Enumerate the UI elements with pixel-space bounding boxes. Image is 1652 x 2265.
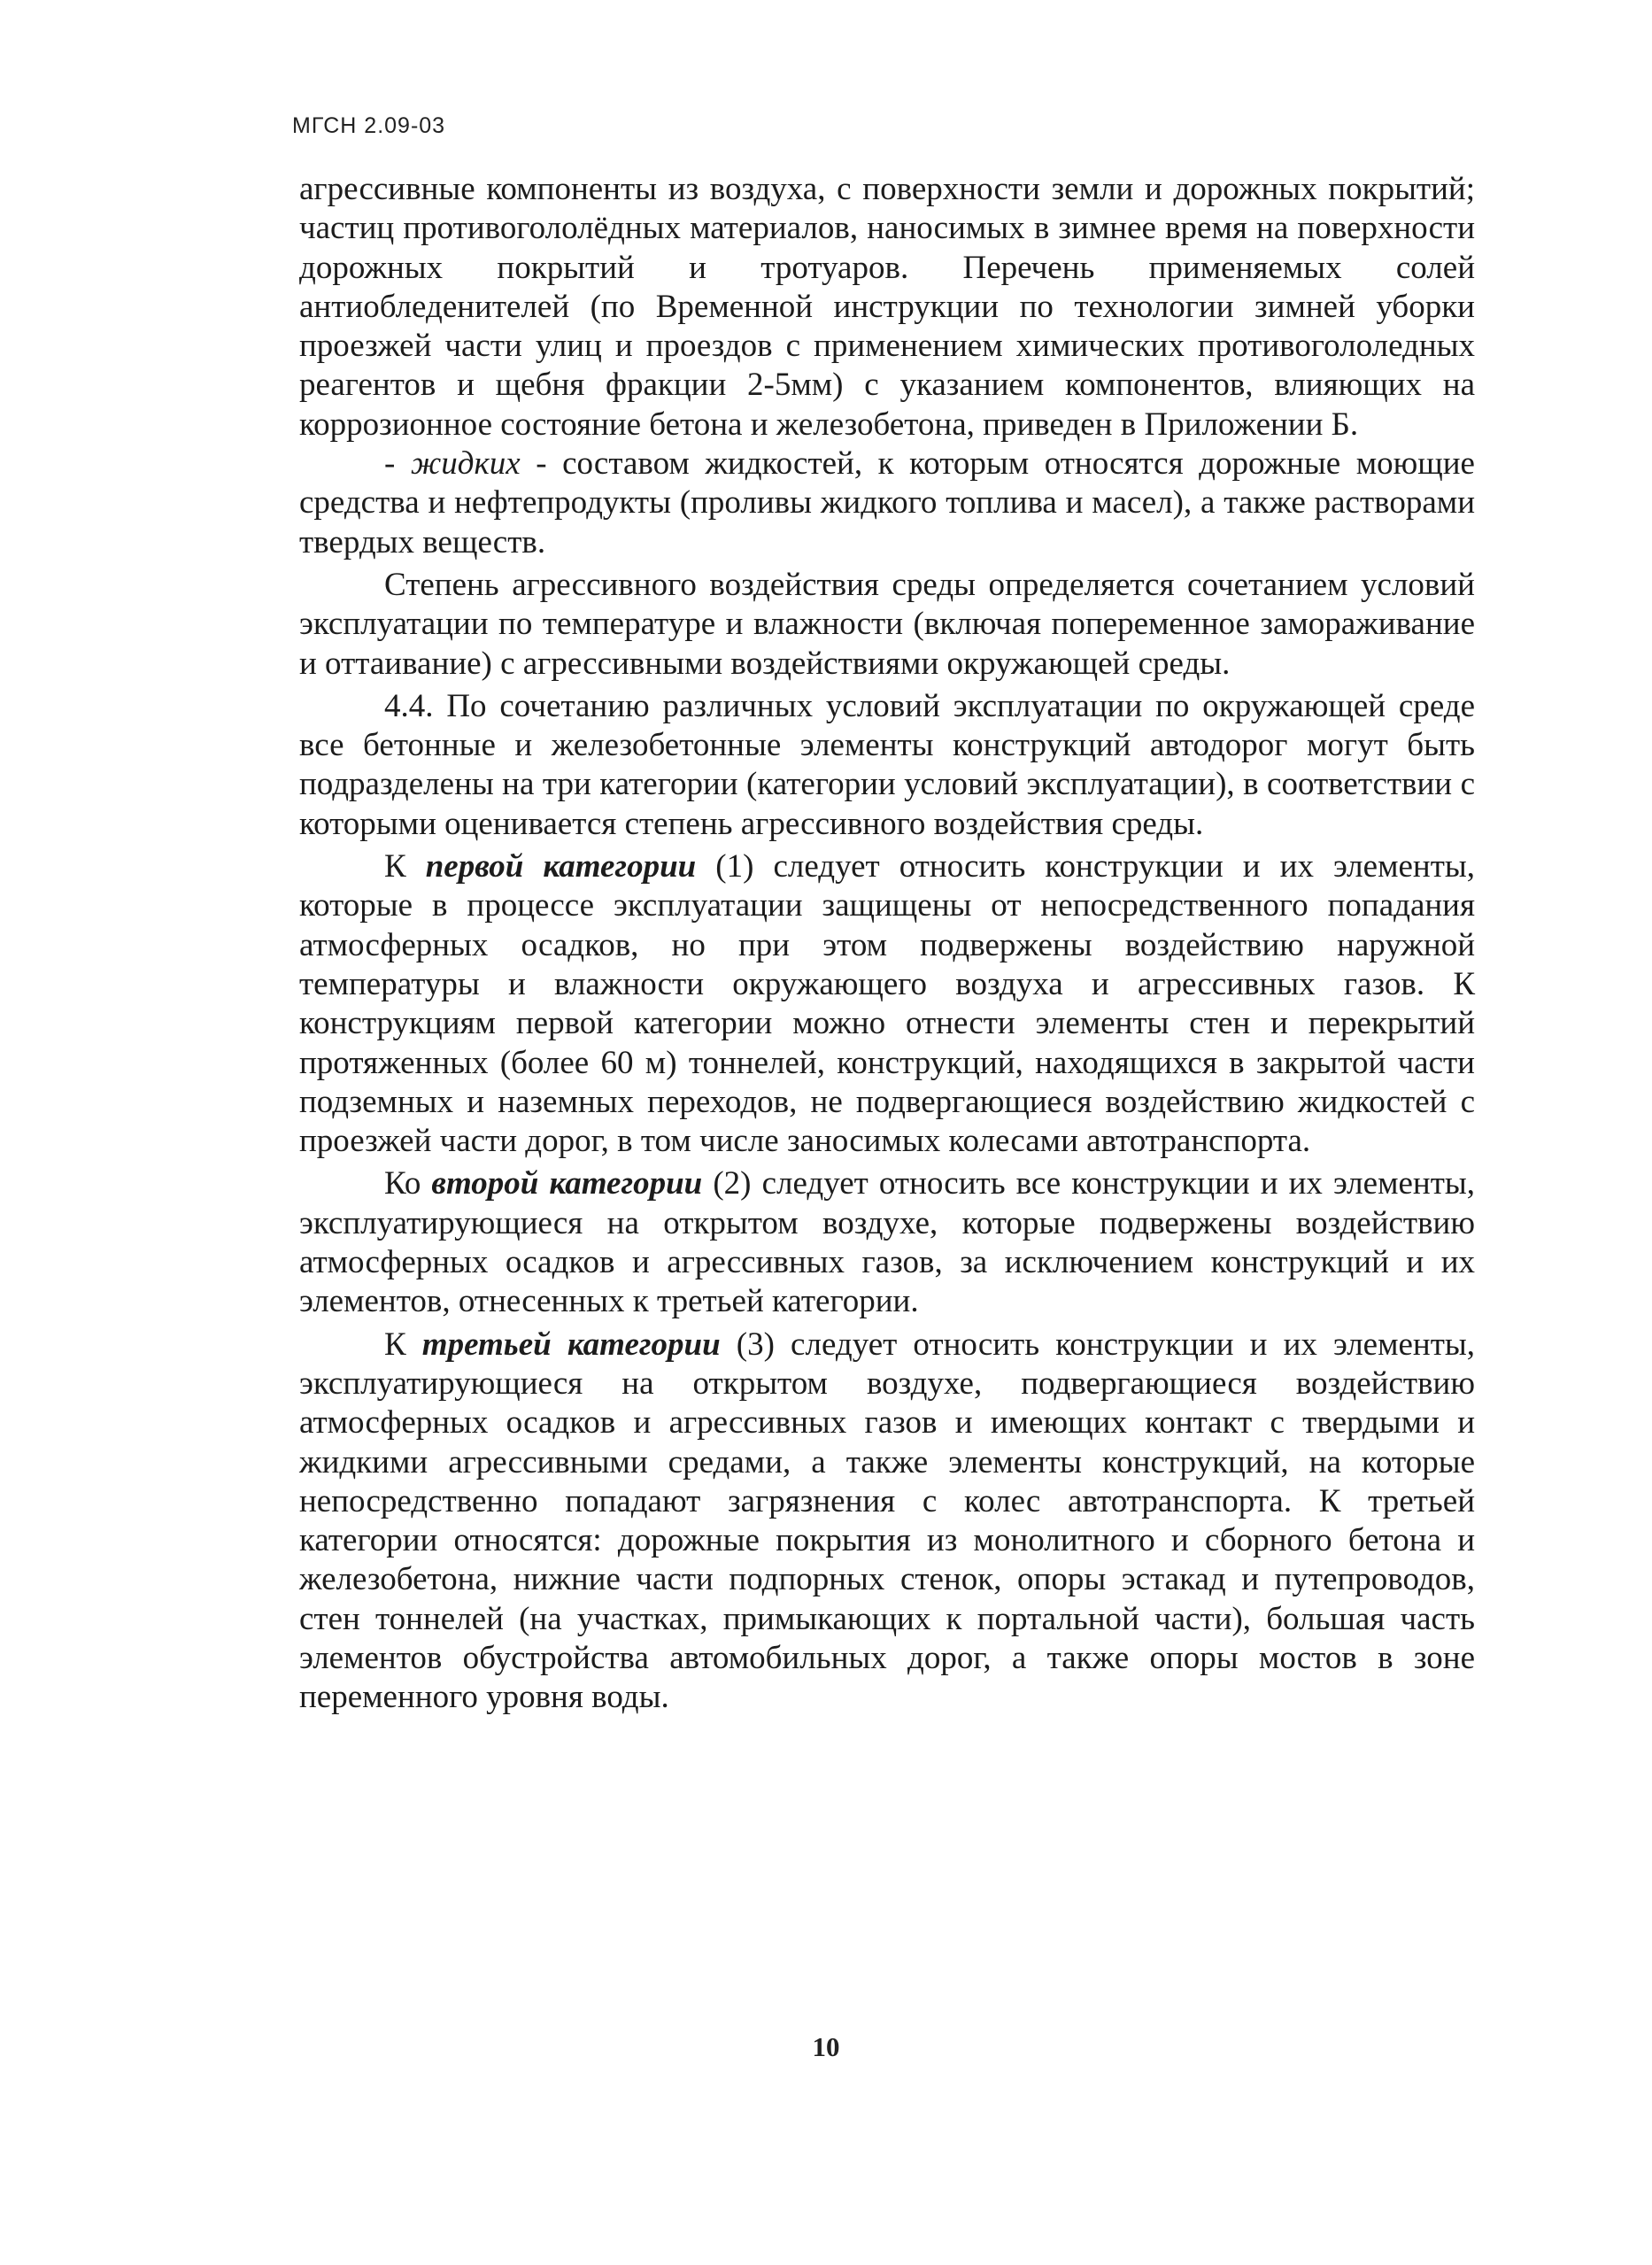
second-category-text: (2) следует относить все конструкции и их элементы, эксплуатирующиеся на открытом воздухе, которые подвержены воздействию атмосферных осадков и агрессивных газов, за исключением конструкций и их элементов, отнесенных к третьей категории. [299, 1165, 1475, 1320]
first-category-lead: К [384, 848, 426, 885]
paragraph-section-4-4: 4.4. По сочетанию различных условий эксплуатации по окружающей среде все бетонные и железобетонные элементы конструкций автодорог могут быть подразделены на три категории (категории условий эксплуатации), в соответствии с которыми оценивается степень агрессивного воздействия среды. [299, 687, 1475, 842]
paragraph-liquids [299, 444, 1475, 562]
term-first-category: первой категории [425, 848, 697, 885]
first-category-text: (1) следует относить конструкции и их элементы, которые в процессе эксплуатации защищены от непосредственного попадания атмосферных осадков, но при этом подвержены воздействию наружной температуры и влажности окружающего воздуха и агрессивных газов. К конструкциям первой категории можно отнести элементы стен и перекрытий протяженных (более 60 м) тоннелей, конструкций, находящихся в закрытой части подземных и наземных переходов, не подвергающиеся воздействию жидкостей с проезжей части дорог, в том числе заносимых колесами автотранспорта. [299, 848, 1475, 1160]
paragraph-liquids-text: - составом жидкостей, к которым относятся дорожные моющие средства и нефтепродукты (проливы жидкого топлива и масел), а также растворами твердых веществ. [299, 445, 1475, 560]
term-second-category: второй категории [431, 1165, 703, 1202]
third-category-lead: К [384, 1326, 422, 1363]
term-third-category: третьей категории [421, 1326, 721, 1363]
paragraph-aggression-degree: Степень агрессивного воздействия среды определяется сочетанием условий эксплуатации по температуре и влажности (включая попеременное замораживание и оттаивание) с агрессивными воздействиями окружающей среды. [299, 566, 1475, 682]
document-code-header: МГСН 2.09-03 [292, 113, 446, 138]
paragraph-aggressive-components: агрессивные компоненты из воздуха, с поверхности земли и дорожных покрытий; частиц противогололёдных материалов, наносимых в зимнее время на поверхности дорожных покрытий и тротуаров. Перечень применяемых солей антиобледенителей (по Временной инструкции по технологии зимней уборки проезжей части улиц и проездов с применением химических противогололедных реагентов и щебня фракции 2-5мм) с указанием компонентов, влияющих на коррозионное состояние бетона и железобетона, приведен в Приложении Б. [299, 171, 1475, 443]
list-dash: - [384, 445, 411, 483]
document-body [299, 170, 1475, 1718]
third-category-text: (3) следует относить конструкции и их элементы, эксплуатирующиеся на открытом воздухе, подвергающиеся воздействию атмосферных осадков и агрессивных газов и имеющих контакт с твердыми и жидкими агрессивными средами, а также элементы конструкций, на которые непосредственно попадают загрязнения с колес автотранспорта. К третьей категории относятся: дорожные покрытия из монолитного и сборного бетона и железобетона, нижние части подпорных стенок, опоры эстакад и путепроводов, стен тоннелей (на участках, примыкающих к портальной части), большая часть элементов обустройства автомобильных дорог, а также опоры мостов в зоне переменного уровня воды. [299, 1326, 1476, 1716]
paragraph-third-category [299, 1326, 1475, 1718]
term-liquids: жидких [410, 445, 521, 483]
paragraph-first-category [299, 847, 1475, 1161]
paragraph-second-category [299, 1164, 1475, 1321]
page-number: 10 [812, 2031, 840, 2062]
second-category-lead: Ко [384, 1165, 432, 1202]
